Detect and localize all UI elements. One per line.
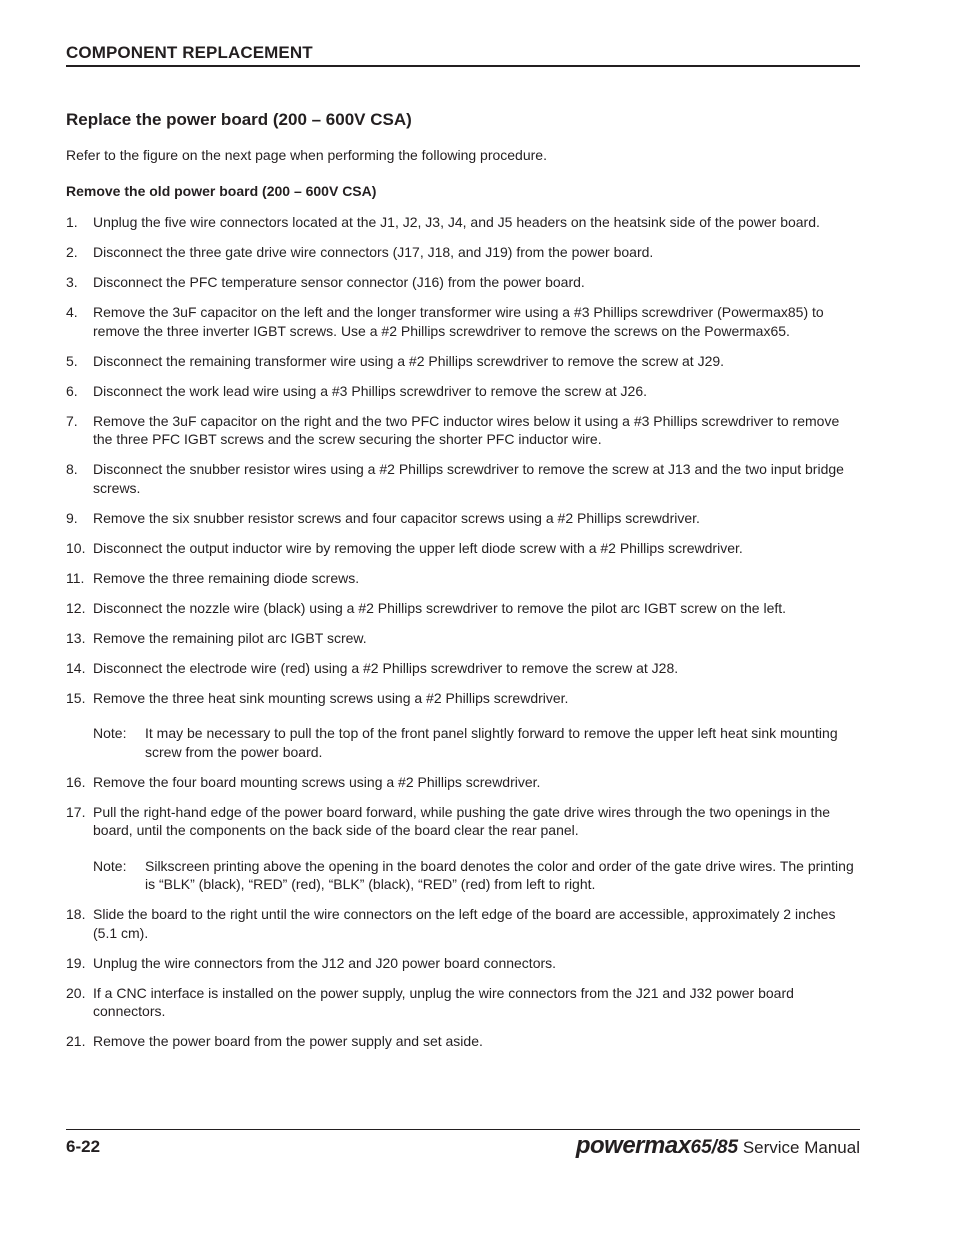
step-note bbox=[93, 857, 862, 894]
step-text-block bbox=[93, 382, 862, 401]
procedure-step bbox=[66, 689, 862, 762]
step-number: 17. bbox=[66, 803, 86, 820]
step-text: Remove the remaining pilot arc IGBT screw. bbox=[93, 629, 367, 646]
step-number: 18. bbox=[66, 906, 86, 922]
step-text: Disconnect the electrode wire (red) using a #2 Phillips screwdriver to remove the screw at J28. bbox=[93, 659, 679, 676]
step-note bbox=[93, 724, 862, 761]
step-text: Disconnect the output inductor wire by removing the upper left diode screw with a #2 Phillips screwdriver. bbox=[93, 539, 743, 556]
procedure-step bbox=[66, 954, 862, 973]
step-number: 11. bbox=[66, 569, 85, 586]
procedure-step bbox=[66, 905, 862, 942]
step-text-block bbox=[93, 659, 862, 678]
step-text-block bbox=[93, 303, 862, 340]
note-label: Note: bbox=[93, 725, 127, 741]
procedure-steps bbox=[66, 213, 862, 1062]
step-text: Remove the four board mounting screws using a #2 Phillips screwdriver. bbox=[93, 773, 541, 790]
procedure-step bbox=[66, 213, 862, 232]
step-number: 19. bbox=[66, 954, 86, 971]
procedure-step bbox=[66, 460, 862, 497]
step-text: Disconnect the three gate drive wire connectors (J17, J18, and J19) from the power board. bbox=[93, 244, 654, 260]
step-number: 6. bbox=[66, 382, 78, 399]
procedure-step bbox=[66, 629, 862, 648]
step-text: Remove the three heat sink mounting screws using a #2 Phillips screwdriver. bbox=[93, 689, 569, 706]
step-text-block bbox=[93, 243, 862, 262]
step-text-block bbox=[93, 905, 862, 942]
step-text: Remove the 3uF capacitor on the left and the longer transformer wire using a #3 Phillips screwdriver (Powermax85) to remove the three inverter IGBT screws. Use a #2 Phillips screwdriver to remove the screws on the Powermax65. bbox=[93, 304, 824, 339]
step-text-block bbox=[93, 1032, 862, 1051]
step-text-block bbox=[93, 273, 862, 292]
step-text: Unplug the wire connectors from the J12 and J20 power board connectors. bbox=[93, 954, 557, 971]
step-text-block bbox=[93, 803, 862, 894]
step-number: 12. bbox=[66, 599, 86, 616]
step-text-block bbox=[93, 352, 862, 371]
page-number: 6-22 bbox=[66, 1137, 101, 1156]
step-text-block bbox=[93, 773, 862, 792]
procedure-step bbox=[66, 984, 862, 1021]
step-text-block bbox=[93, 412, 862, 449]
note-text: Silkscreen printing above the opening in the board denotes the color and order of the gate drive wires. The printing is “BLK” (black), “RED” (red), “BLK” (black), “RED” (red) from left to right. bbox=[145, 857, 854, 892]
step-text-block bbox=[93, 539, 862, 558]
manual-label: Service Manual bbox=[742, 1138, 860, 1157]
procedure-step bbox=[66, 509, 862, 528]
procedure-step bbox=[66, 1032, 862, 1051]
step-number: 14. bbox=[66, 659, 86, 676]
procedure-step bbox=[66, 803, 862, 894]
step-number: 5. bbox=[66, 352, 78, 369]
step-text-block bbox=[93, 984, 862, 1021]
procedure-step bbox=[66, 303, 862, 340]
step-text-block bbox=[93, 213, 862, 232]
intro-text: Refer to the figure on the next page when performing the following procedure. bbox=[66, 147, 547, 163]
step-text: Remove the six snubber resistor screws and four capacitor screws using a #2 Phillips screwdriver. bbox=[93, 509, 700, 526]
page-title: Replace the power board (200 – 600V CSA) bbox=[66, 110, 412, 129]
brand-name: powermax bbox=[575, 1132, 691, 1159]
step-number: 1. bbox=[66, 214, 78, 230]
step-text: Remove the three remaining diode screws. bbox=[93, 569, 360, 586]
procedure-step bbox=[66, 599, 862, 618]
procedure-step bbox=[66, 659, 862, 678]
procedure-step bbox=[66, 569, 862, 588]
step-text-block bbox=[93, 569, 862, 588]
note-label: Note: bbox=[93, 857, 127, 874]
brand-footer bbox=[576, 1132, 860, 1160]
step-number: 4. bbox=[66, 304, 78, 320]
step-number: 13. bbox=[66, 629, 86, 646]
step-text: Disconnect the work lead wire using a #3 Phillips screwdriver to remove the screw at J26. bbox=[93, 382, 648, 399]
procedure-step bbox=[66, 539, 862, 558]
step-number: 2. bbox=[66, 244, 78, 260]
step-text: Remove the power board from the power supply and set aside. bbox=[93, 1033, 483, 1049]
note-text: It may be necessary to pull the top of the front panel slightly forward to remove the upper left heat sink mounting screw from the power board. bbox=[145, 725, 838, 760]
step-number: 10. bbox=[66, 539, 86, 556]
step-number: 9. bbox=[66, 509, 78, 526]
step-text-block bbox=[93, 954, 862, 973]
procedure-step bbox=[66, 352, 862, 371]
step-number: 7. bbox=[66, 412, 78, 429]
procedure-step bbox=[66, 412, 862, 449]
section-header: COMPONENT REPLACEMENT bbox=[66, 43, 860, 67]
procedure-step bbox=[66, 382, 862, 401]
step-text: Disconnect the nozzle wire (black) using a #2 Phillips screwdriver to remove the pilot arc IGBT screw on the left. bbox=[93, 599, 787, 616]
step-text-block bbox=[93, 629, 862, 648]
procedure-step bbox=[66, 273, 862, 292]
procedure-step bbox=[66, 773, 862, 792]
step-number: 16. bbox=[66, 773, 86, 790]
step-text-block bbox=[93, 509, 862, 528]
step-number: 3. bbox=[66, 274, 78, 290]
step-text: Remove the 3uF capacitor on the right and the two PFC inductor wires below it using a #3 Phillips screwdriver to remove the three PFC IGBT screws and the screw securing the shorter PFC inductor wire. bbox=[93, 412, 840, 447]
procedure-step bbox=[66, 243, 862, 262]
step-text: Slide the board to the right until the wire connectors on the left edge of the board are accessible, approximately 2 inches (5.1 cm). bbox=[93, 906, 836, 941]
step-text: Unplug the five wire connectors located at the J1, J2, J3, J4, and J5 headers on the heatsink side of the power board. bbox=[93, 214, 820, 230]
step-text: Disconnect the PFC temperature sensor connector (J16) from the power board. bbox=[93, 274, 585, 290]
brand-model: 65/85 bbox=[690, 1137, 739, 1158]
step-text-block bbox=[93, 460, 862, 497]
footer-rule bbox=[66, 1129, 860, 1130]
step-text: Disconnect the remaining transformer wire using a #2 Phillips screwdriver to remove the screw at J29. bbox=[93, 352, 725, 369]
step-number: 20. bbox=[66, 984, 86, 1001]
step-text-block bbox=[93, 689, 862, 762]
step-text: Pull the right-hand edge of the power board forward, while pushing the gate drive wires through the two openings in the board, until the components on the back side of the board clear the rear panel. bbox=[93, 803, 831, 838]
step-number: 21. bbox=[66, 1033, 86, 1049]
step-text: Disconnect the snubber resistor wires using a #2 Phillips screwdriver to remove the screw at J13 and the two input bridge screws. bbox=[93, 461, 844, 496]
procedure-subheading: Remove the old power board (200 – 600V CSA) bbox=[66, 183, 377, 199]
step-number: 15. bbox=[66, 689, 86, 706]
step-text: If a CNC interface is installed on the power supply, unplug the wire connectors from the J21 and J32 power board connectors. bbox=[93, 984, 794, 1019]
step-text-block bbox=[93, 599, 862, 618]
step-number: 8. bbox=[66, 461, 78, 477]
